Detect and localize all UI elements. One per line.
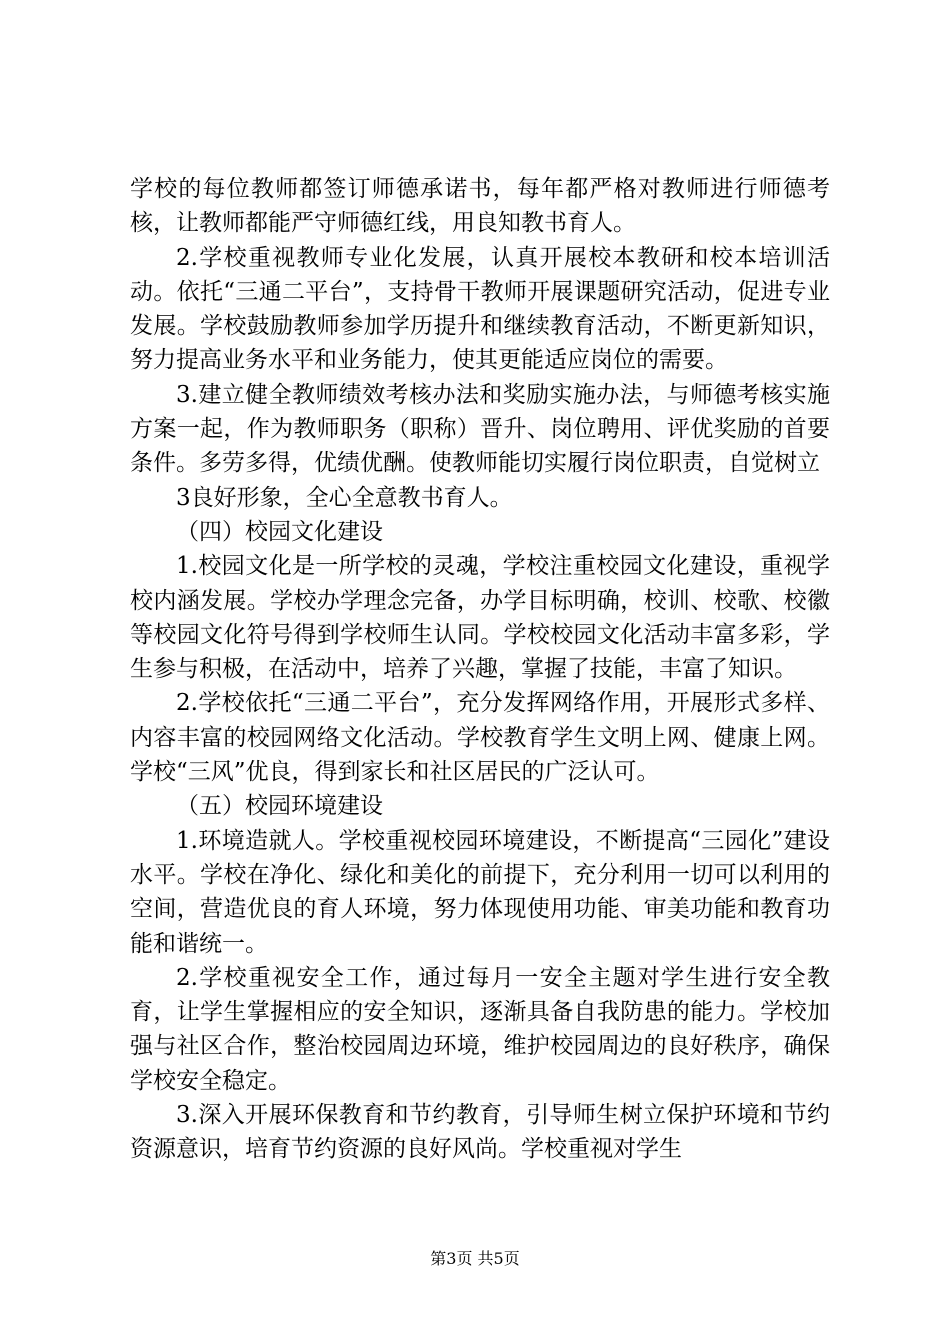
paragraph-9: 3.深入开展环保教育和节约教育，引导师生树立保护环境和节约资源意识，培育节约资源的良好风尚。学校重视对学生 (130, 1102, 830, 1163)
paragraph-7: 1.环境造就人。学校重视校园环境建设，不断提高“三园化”建设水平。学校在净化、绿化和美化的前提下，充分利用一切可以利用的空间，营造优良的育人环境，努力体现使用功能、审美功能和教育功能和谐统一。 (130, 827, 830, 957)
paragraph-4: 3良好形象，全心全意教书育人。 (176, 484, 513, 511)
paragraph-1: 学校的每位教师都签订师德承诺书，每年都严格对教师进行师德考核，让教师都能严守师德红线，用良知教书育人。 (130, 176, 830, 237)
paragraph-2: 2.学校重视教师专业化发展，认真开展校本教研和校本培训活动。依托“三通二平台”，支持骨干教师开展课题研究活动，促进专业发展。学校鼓励教师参加学历提升和继续教育活动，不断更新知识，努力提高业务水平和业务能力，使其更能适应岗位的需要。 (130, 244, 830, 374)
section-heading-5: （五）校园环境建设 (176, 793, 383, 820)
page-number-footer: 第3页 共5页 (430, 1249, 520, 1268)
paragraph-8: 2.学校重视安全工作，通过每月一安全主题对学生进行安全教育，让学生掌握相应的安全知识，逐渐具备自我防患的能力。学校加强与社区合作，整治校园周边环境，维护校园周边的良好秩序，确保学校安全稳定。 (130, 964, 830, 1094)
paragraph-6: 2.学校依托“三通二平台”，充分发挥网络作用，开展形式多样、内容丰富的校园网络文化活动。学校教育学生文明上网、健康上网。学校“三风”优良，得到家长和社区居民的广泛认可。 (130, 690, 830, 786)
document-body (130, 172, 830, 1167)
section-heading-4: （四）校园文化建设 (176, 518, 383, 545)
paragraph-5: 1.校园文化是一所学校的灵魂，学校注重校园文化建设，重视学校内涵发展。学校办学理念完备，办学目标明确，校训、校歌、校徽等校园文化符号得到学校师生认同。学校校园文化活动丰富多彩，学生参与积极，在活动中，培养了兴趣，掌握了技能，丰富了知识。 (130, 553, 830, 683)
paragraph-3: 3.建立健全教师绩效考核办法和奖励实施办法，与师德考核实施方案一起，作为教师职务（职称）晋升、岗位聘用、评优奖励的首要条件。多劳多得，优绩优酬。使教师能切实履行岗位职责，自觉树立 (130, 381, 830, 477)
